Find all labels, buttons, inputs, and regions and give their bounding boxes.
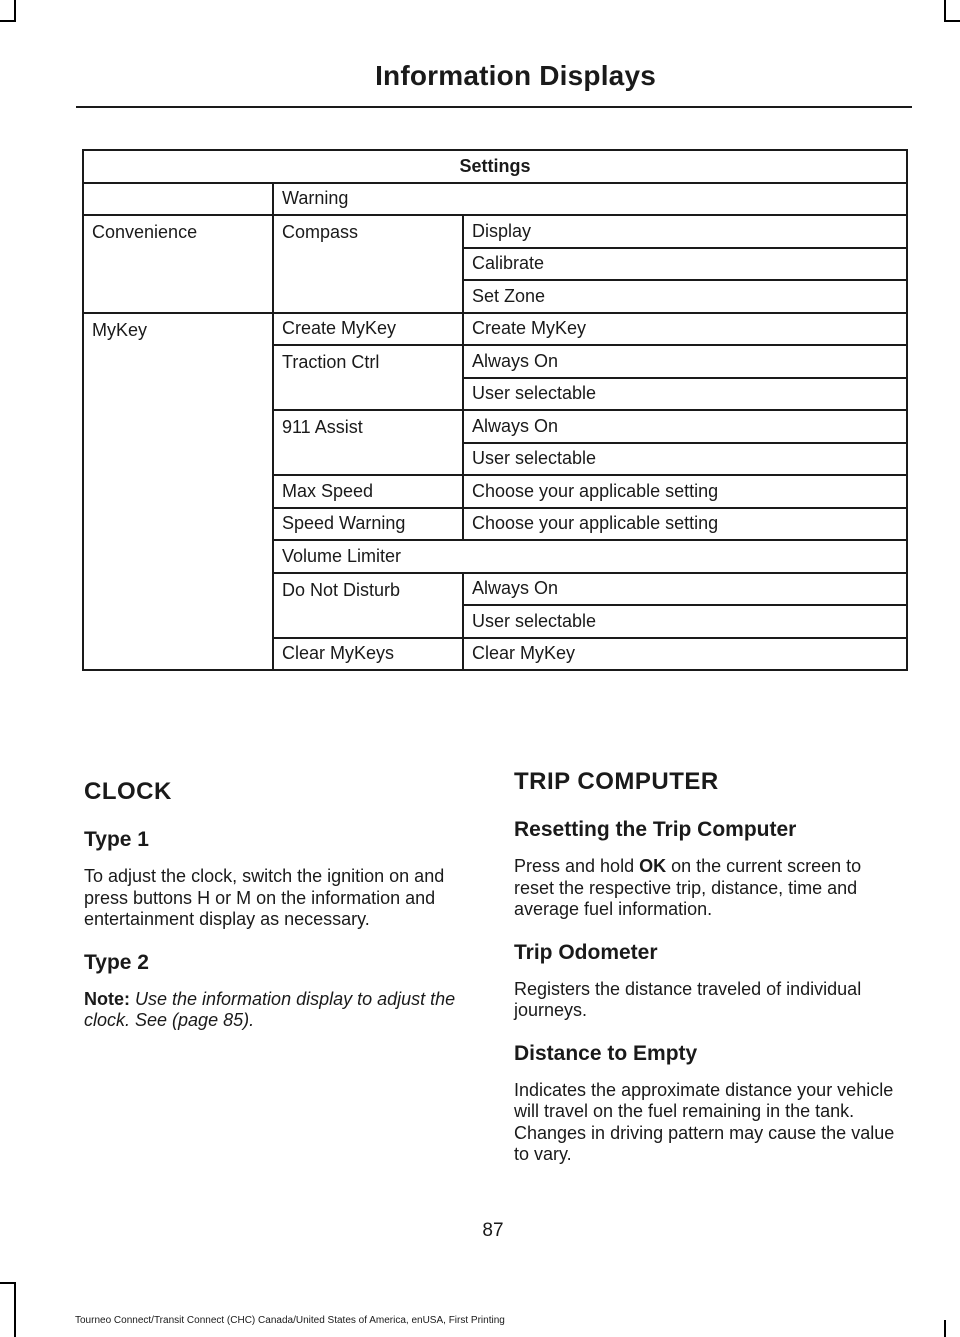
table-cell: Compass [273,215,463,313]
table-row [83,313,907,346]
table-cell: Clear MyKeys [273,638,463,671]
crop-mark [944,1320,946,1337]
table-row [83,215,907,248]
page-number: 87 [482,1220,504,1241]
table-cell: Warning [273,183,907,216]
subsection-heading: Type 1 [84,828,149,851]
table-title: Settings [83,150,907,183]
paragraph: To adjust the clock, switch the ignition on and press buttons H or M on the information and entertainment display as necessary. [84,866,445,929]
paragraph: Registers the distance traveled of individual journeys. [514,978,862,1020]
note-text: Use the information display to adjust the clock. See (page 85). [84,988,456,1030]
paragraph [514,856,906,921]
table-group-mykey: MyKey [83,313,273,671]
settings-table [82,149,908,671]
table-cell: Do Not Disturb [273,573,463,638]
table-cell: Traction Ctrl [273,345,463,410]
table-row [83,183,907,216]
table-cell: User selectable [463,378,907,411]
table-cell: Display [463,215,907,248]
section-heading: TRIP COMPUTER [514,768,719,795]
table-header-row [83,150,907,183]
table-cell: Set Zone [463,280,907,313]
paragraph-text: Press and hold [514,856,640,876]
key-label: OK [639,856,667,876]
table-cell: Choose your applicable setting [463,508,907,541]
crop-mark [0,20,16,22]
table-cell: Choose your applicable setting [463,475,907,508]
table-cell: Clear MyKey [463,638,907,671]
table-group-convenience: Convenience [83,215,273,313]
page-title: Information Displays [375,60,656,91]
crop-mark [944,0,946,20]
table-cell: Always On [463,410,907,443]
table-cell: Always On [463,345,907,378]
table-cell: Always On [463,573,907,606]
subsection-heading: Resetting the Trip Computer [514,818,797,841]
note-label: Note: [84,988,130,1009]
table-cell: User selectable [463,443,907,476]
trip-computer-section [514,768,906,1186]
section-heading: CLOCK [84,778,172,805]
subsection-heading: Type 2 [84,950,149,974]
paragraph-text: on the current screen to reset the respective trip, distance, time and average fuel information. [514,856,862,919]
paragraph: Indicates the approximate distance your vehicle will travel on the fuel remaining in the tank. Changes in driving pattern may cause the value to vary. [514,1079,895,1164]
table-cell: Max Speed [273,475,463,508]
subsection-heading: Trip Odometer [514,940,658,964]
table-cell: Volume Limiter [273,540,907,573]
clock-section [84,778,474,1052]
table-cell: Create MyKey [463,313,907,346]
crop-mark [14,1282,16,1337]
table-cell: 911 Assist [273,410,463,475]
subsection-heading: Distance to Empty [514,1041,698,1065]
table-cell-empty [83,183,273,216]
footer-text: Tourneo Connect/Transit Connect (CHC) Canada/United States of America, enUSA, First Printing [75,1315,505,1326]
table-cell: Create MyKey [273,313,463,346]
table-cell: User selectable [463,605,907,638]
table-cell: Speed Warning [273,508,463,541]
table-cell: Calibrate [463,248,907,281]
crop-mark [14,0,16,20]
header-divider [76,106,912,108]
note-paragraph [84,989,474,1032]
crop-mark [0,1282,16,1284]
crop-mark [944,20,960,22]
